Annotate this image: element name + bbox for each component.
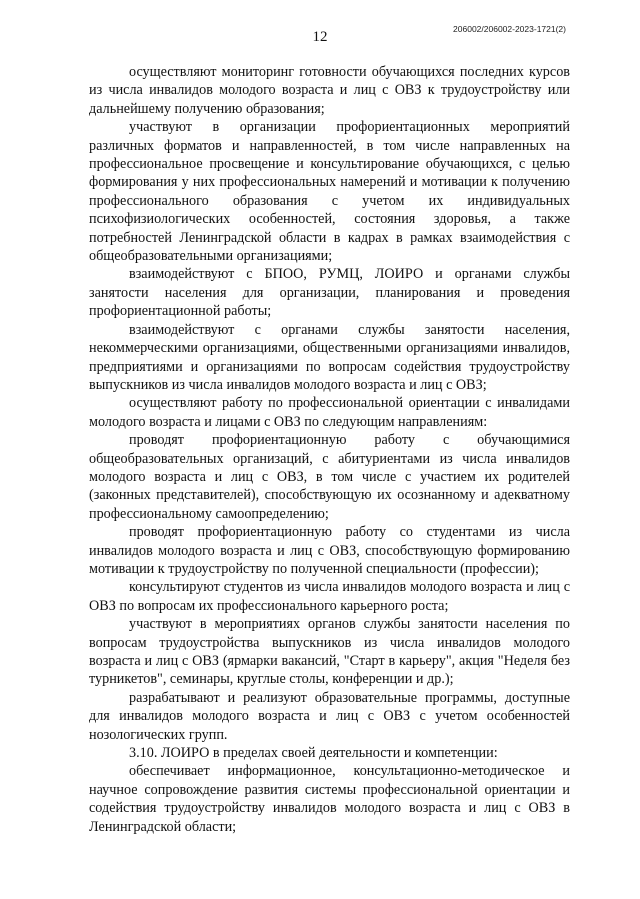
paragraph: участвуют в организации профориентационных мероприятий различных форматов и направленностей, в том числе направленных на профессиональное просвещение и консультирование обучающихся, с целью формирования у них профессиональных намерений и мотивации к получению профессионального образования с учетом их индивидуальных психофизиологических особенностей, состояния здоровья, а также потребностей Ленинградской области в кадрах в рамках взаимодействия с общеобразовательными организациями; (89, 119, 570, 265)
section-heading: 3.10. ЛОИРО в пределах своей деятельности и компетенции: (129, 745, 498, 762)
paragraph: проводят профориентационную работу со студентами из числа инвалидов молодого возраста и лиц с ОВЗ, способствующую формированию мотивации к трудоустройству по полученной специальности (профессии); (89, 524, 570, 577)
paragraph: проводят профориентационную работу с обучающимися общеобразовательных организаций, с абитуриентами из числа инвалидов молодого возраста и лиц с ОВЗ, в том числе с участием их родителей (законных представителей), способствующую их осознанному и адекватному профессиональному самоопределению; (89, 432, 570, 522)
paragraph: взаимодействуют с органами службы занятости населения, некоммерческими организациями, общественными организациями инвалидов, предприятиями и организациями по вопросам содействия трудоустройству выпускников из числа инвалидов молодого возраста и лиц с ОВЗ; (89, 321, 570, 393)
document-id: 206002/206002-2023-1721(2) (453, 24, 566, 34)
document-body (89, 63, 570, 836)
paragraph: взаимодействуют с БПОО, РУМЦ, ЛОИРО и органами службы занятости населения для организации, планирования и проведения профориентационной работы; (89, 266, 570, 320)
paragraph: осуществляют мониторинг готовности обучающихся последних курсов из числа инвалидов молодого возраста и лиц с ОВЗ к трудоустройству или дальнейшему получению образования; (89, 64, 570, 117)
paragraph: обеспечивает информационное, консультационно-методическое и научное сопровождение развития системы профессиональной ориентации и содействия трудоустройству инвалидов молодого возраста и лиц с ОВЗ в Ленинградской области; (89, 763, 570, 835)
page-number: 12 (312, 29, 328, 45)
paragraph: осуществляют работу по профессиональной ориентации с инвалидами молодого возраста и лицами с ОВЗ по следующим направлениям: (89, 395, 570, 430)
paragraph: участвуют в мероприятиях органов службы занятости населения по вопросам трудоустройства выпускников из числа инвалидов молодого возраста и лиц с ОВЗ (ярмарки вакансий, "Старт в карьеру", акция "Неделя без турникетов", семинары, круглые столы, конференции и др.); (89, 616, 570, 688)
paragraph: консультируют студентов из числа инвалидов молодого возраста и лиц с ОВЗ по вопросам их профессионального карьерного роста; (89, 579, 570, 614)
paragraph: разрабатывают и реализуют образовательные программы, доступные для инвалидов молодого возраста и лиц с ОВЗ с учетом особенностей нозологических групп. (89, 689, 570, 743)
